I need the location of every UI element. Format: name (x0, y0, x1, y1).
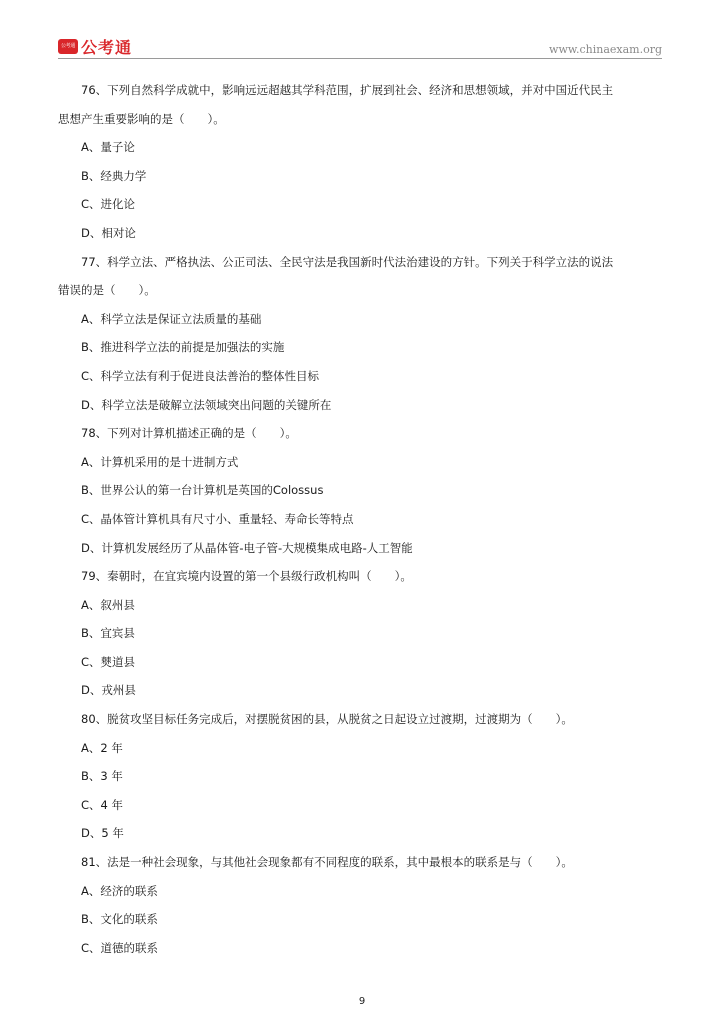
question-80 (58, 705, 670, 848)
option-c: C、晶体管计算机具有尺寸小、重量轻、寿命长等特点 (81, 511, 354, 526)
question-text: 79、秦朝时，在宜宾境内设置的第一个县级行政机构叫（ ）。 (81, 569, 412, 584)
logo-text: 公考通 (81, 38, 133, 57)
option-a: A、计算机采用的是十进制方式 (81, 454, 239, 469)
site-url: www.chinaexam.org (549, 43, 662, 56)
page-number: 9 (358, 996, 366, 1007)
option-b: B、3 年 (81, 769, 123, 784)
option-c: C、道德的联系 (81, 940, 159, 955)
question-79 (58, 562, 670, 705)
question-76 (58, 76, 670, 248)
option-a: A、量子论 (81, 140, 135, 155)
question-text: 80、脱贫攻坚目标任务完成后，对摆脱贫困的县，从脱贫之日起设立过渡期，过渡期为（ ）。 (81, 712, 573, 727)
option-a: A、2 年 (81, 740, 123, 755)
option-d: D、5 年 (81, 826, 124, 841)
option-c: C、科学立法有利于促进良法善治的整体性目标 (81, 368, 320, 383)
option-b: B、经典力学 (81, 168, 147, 183)
question-text: 76、下列自然科学成就中，影响远远超越其学科范围，扩展到社会、经济和思想领域，并对中国近代民主 (81, 83, 614, 97)
option-d: D、计算机发展经历了从晶体管-电子管-大规模集成电路-人工智能 (81, 540, 413, 555)
option-b: B、推进科学立法的前提是加强法的实施 (81, 340, 285, 355)
option-c: C、进化论 (81, 197, 136, 212)
question-text-cont: 思想产生重要影响的是（ ）。 (58, 111, 225, 126)
question-text: 77、科学立法、严格执法、公正司法、全民守法是我国新时代法治建设的方针。下列关于科学立法的说法 (81, 254, 614, 269)
option-a: A、科学立法是保证立法质量的基础 (81, 311, 262, 326)
option-c: C、僰道县 (81, 654, 136, 669)
question-text-cont: 错误的是（ ）。 (58, 283, 156, 298)
option-d: D、科学立法是破解立法领域突出问题的关键所在 (81, 397, 332, 412)
option-b: B、文化的联系 (81, 912, 158, 927)
brand-logo (58, 35, 132, 58)
question-77 (58, 248, 670, 420)
logo-badge-icon: 公考通 (58, 39, 78, 54)
option-d: D、戎州县 (81, 683, 136, 698)
question-81 (58, 848, 670, 962)
option-a: A、叙州县 (81, 597, 135, 612)
option-d: D、相对论 (81, 225, 136, 240)
question-78 (58, 419, 670, 562)
question-text: 81、法是一种社会现象，与其他社会现象都有不同程度的联系，其中最根本的联系是与（ ）。 (81, 855, 573, 870)
question-list (58, 76, 670, 962)
question-text: 78、下列对计算机描述正确的是（ ）。 (81, 426, 297, 441)
page-header (58, 33, 662, 59)
option-c: C、4 年 (81, 797, 124, 812)
option-b: B、世界公认的第一台计算机是英国的Colossus (81, 483, 324, 498)
header-divider (58, 58, 662, 59)
option-b: B、宜宾县 (81, 626, 135, 641)
option-a: A、经济的联系 (81, 883, 158, 898)
